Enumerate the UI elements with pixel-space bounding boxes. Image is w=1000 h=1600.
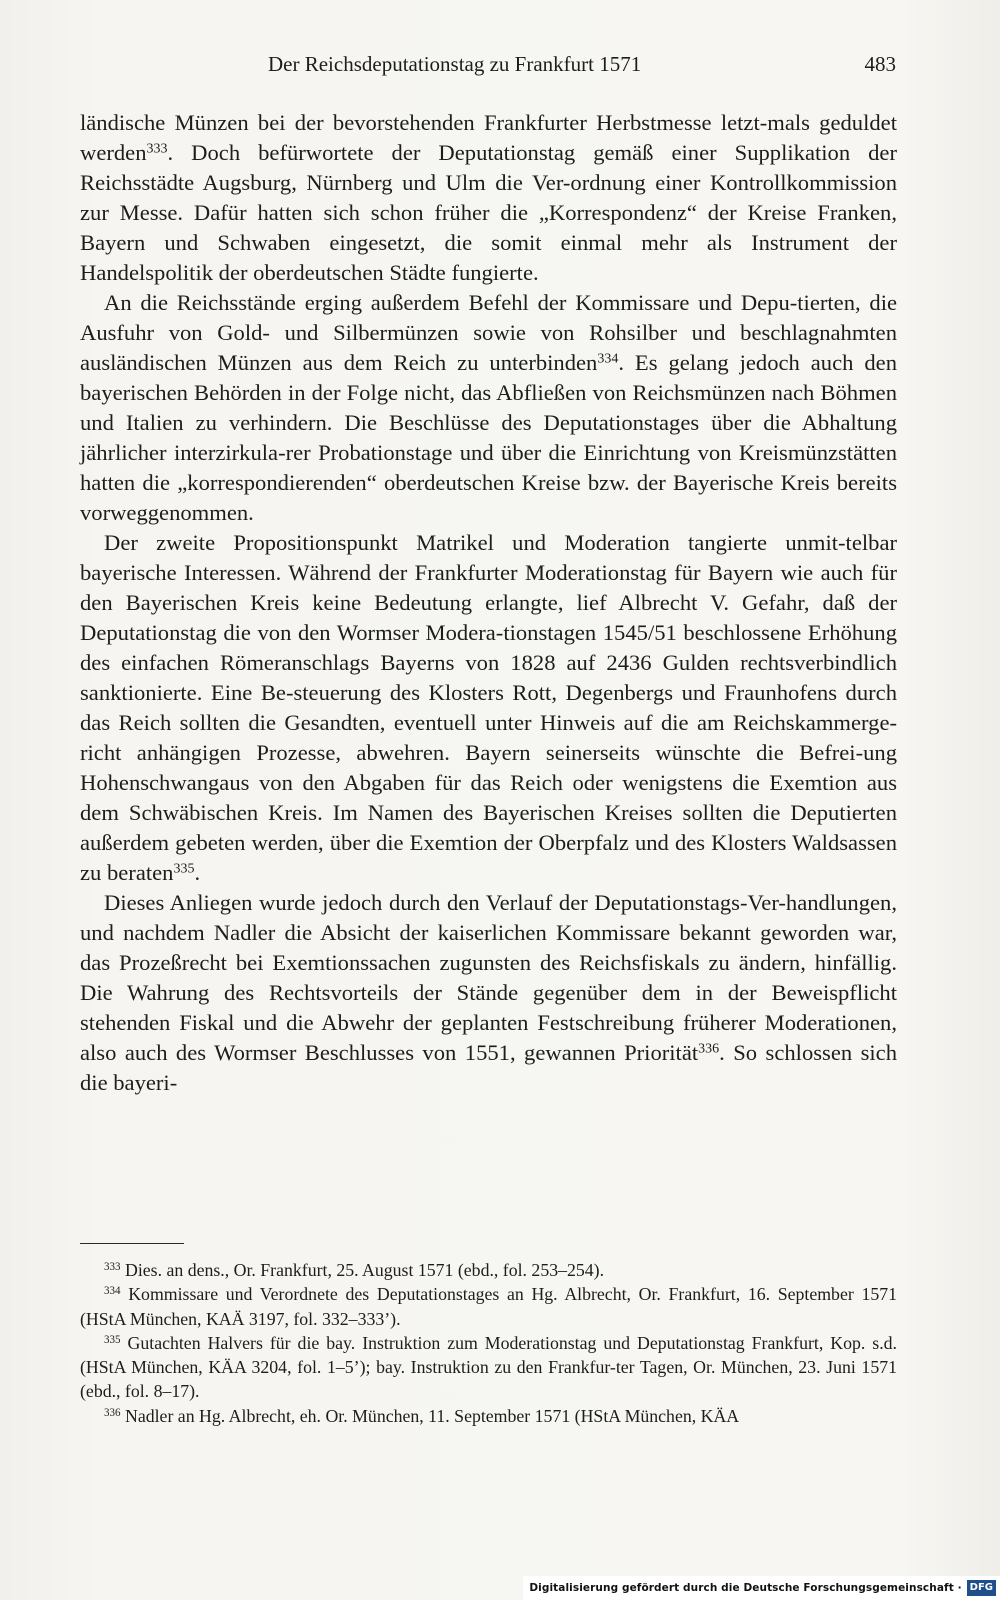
footnote-ref-336[interactable]: 336 [698,1041,720,1057]
paragraph-2: An die Reichsstände erging außerdem Befehl der Kommissare und Depu-tierten, die Ausfuhr von Gold- und Silbermünzen sowie von Rohsilber und beschlagnahmten ausländischen Münzen aus dem Reich zu unterbinden$^{334}$. Es gelang jedoch auch den bayerischen Behörden in der Folge nicht, das Abfließen von Reichsmünzen nach Böhmen und Italien zu verhindern. Die Beschlüsse des Deputationstages über die Abhaltung jährlicher interzirkula-rer Probationstage und über die Einrichtung von Kreismünzstätten hatten die „korrespondierenden“ oberdeutschen Kreise bzw. der Bayerische Kreis bereits vorweggenommen. [80,290,897,525]
footnote-number: 334 [104,1285,121,1298]
footnote-336 [80,1404,897,1428]
running-head [80,50,896,80]
body-text [80,108,897,1098]
footnote-ref-334[interactable]: 334 [597,351,619,367]
paragraph-3: Der zweite Propositionspunkt Matrikel und Moderation tangierte unmit-telbar bayerische Interessen. Während der Frankfurter Moderationstag für Bayern wie auch für den Bayerischen Kreis keine Bedeutung erlangte, lief Albrecht V. Gefahr, daß der Deputationstag die von den Wormser Modera-tionstagen 1545/51 beschlossene Erhöhung des einfachen Römeranschlags Bayerns von 1828 auf 2436 Gulden rechtsverbindlich sanktionierte. Eine Be-steuerung des Klosters Rott, Degenbergs und Fraunhofens durch das Reich sollten die Gesandten, eventuell unter Hinweis auf die am Reichskammerge-richt anhängigen Prozesse, abwehren. Bayern seinerseits wünschte die Befrei-ung Hohenschwangaus von den Abgaben für das Reich oder wenigstens die Exemtion aus dem Schwäbischen Kreis. Im Namen des Bayerischen Kreises sollten die Deputierten außerdem gebeten werden, über die Exemtion der Oberpfalz und des Klosters Waldsassen zu beraten$^{335}$. [80,530,897,885]
footnote-ref-335[interactable]: 335 [173,861,195,877]
footnote-ref-333[interactable]: 333 [146,141,168,157]
running-title: Der Reichsdeputationstag zu Frankfurt 1571 [268,52,642,76]
footnote-text: Dies. an dens., Or. Frankfurt, 25. August 1571 (ebd., fol. 253–254). [124,1260,605,1280]
sponsor-text: Digitalisierung gefördert durch die Deutsche Forschungsgemeinschaft · [529,1582,962,1594]
dfg-logo-icon: DFG [967,1580,996,1596]
paragraph-1: ländische Münzen bei der bevorstehenden Frankfurter Herbstmesse letzt-mals geduldet werden$^{333}$. Doch befürwortete der Deputationstag gemäß einer Supplikation der Reichsstädte Augsburg, Nürnberg und Ulm die Ver-ordnung einer Kontrollkommission zur Messe. Dafür hatten sich schon früher die „Korrespondenz“ der Kreise Franken, Bayern und Schwaben eingesetzt, die somit einmal mehr als Instrument der Handelspolitik der oberdeutschen Städte fungierte. [80,110,897,285]
paragraph-4: Dieses Anliegen wurde jedoch durch den Verlauf der Deputationstags-Ver-handlungen, und nachdem Nadler die Absicht der kaiserlichen Kommissare bekannt geworden war, das Prozeßrecht bei Exemtionssachen zugunsten des Reichsfiskals zu ändern, hinfällig. Die Wahrung des Rechtsvorteils der Stände gegenüber dem in der Beweispflicht stehenden Fiskal und die Abwehr der geplanten Festschreibung früherer Moderationen, also auch des Wormser Beschlusses von 1551, gewannen Priorität$^{336}$. So schlossen sich die bayeri- [80,890,897,1095]
footnote-334 [80,1282,897,1331]
page-number: 483 [864,52,896,76]
footnote-text: Kommissare und Verordnete des Deputationstages an Hg. Albrecht, Or. Frankfurt, 16. September 1571 (HStA München, KAÄ 3197, fol. 332–333’). [80,1284,898,1329]
footnote-335 [80,1331,897,1404]
footnote-number: 336 [104,1406,121,1419]
footnote-333 [80,1258,897,1282]
footnote-text: Nadler an Hg. Albrecht, eh. Or. München, 11. September 1571 (HStA München, KÄA [124,1405,740,1426]
sponsor-banner [523,1576,1000,1600]
footnote-text: Gutachten Halvers für die bay. Instruktion zum Moderationstag und Deputationstag Frankfurt, Kop. s.d. (HStA München, KÄA 3204, fol. 1–5’); bay. Instruktion zu den Frankfur-ter Tagen, Or. München, 23. Juni 1571 (ebd., fol. 8–17). [80,1332,897,1402]
footnote-number: 335 [104,1333,121,1346]
footnote-number: 333 [104,1260,121,1273]
footnotes [80,1258,897,1428]
footnote-rule [80,1243,184,1244]
